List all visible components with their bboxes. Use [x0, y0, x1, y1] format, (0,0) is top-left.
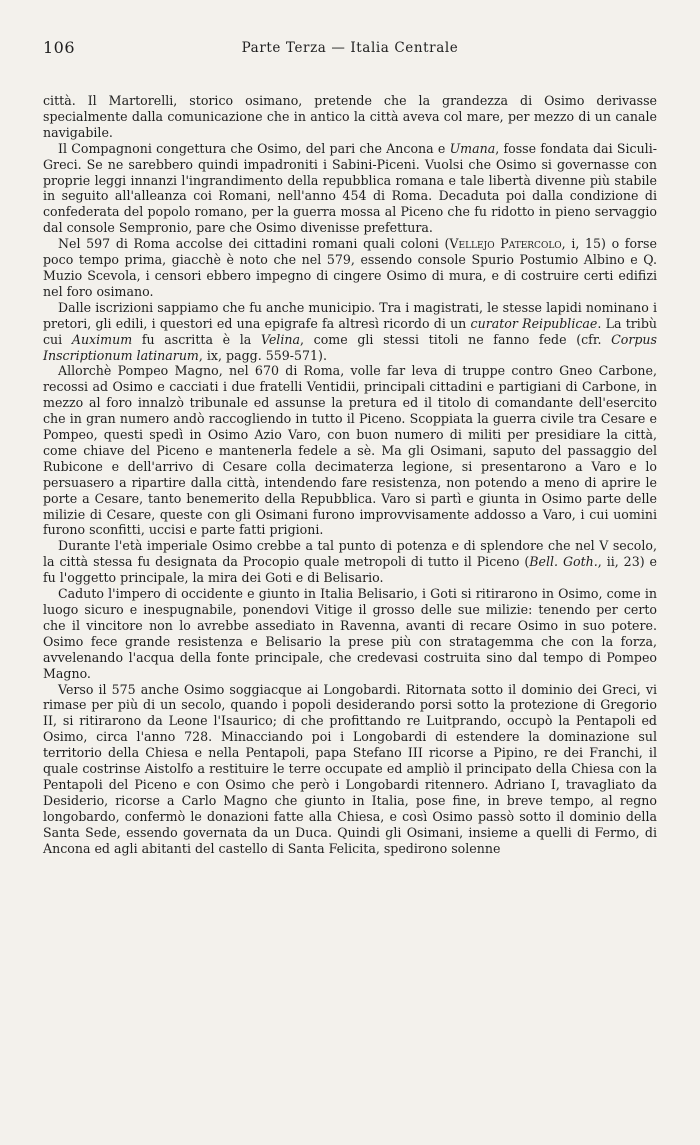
paragraph — [43, 363, 657, 538]
text-run: Caduto l'impero di occidente e giunto in Italia Belisario, i Goti si ritirarono in Osimo, come in luogo sicuro e inespugnabile, ponendovi Vitige il grosso delle sue milizie: tenendo per certo che il vincitore non lo avrebbe assediato in Ravenna, avanti di recare Osimo in suo potere. Osimo fece grande resistenza e Belisario la prese più con stratagemma che con la forza, avvelenando l'acqua della fonte principale, che credevasi costruita sino dal tempo di Pompeo Magno. — [43, 586, 657, 681]
page-header — [43, 38, 657, 64]
text-run: , fosse fondata dai Siculi-Greci. Se ne sarebbero quindi impadroniti i Sabini-Piceni. Vuolsi che Osimo si governasse con proprie leggi innanzi l'ingrandimento della repubblica romana e tale libertà divenne più stabile in seguito all'alleanza coi Romani, nell'anno 454 di Roma. Decaduta poi dalla condizione di confederata del popolo romano, per la guerra mossa al Piceno che fu ridotto in pieno servaggio dal console Sempronio, pare che Osimo divenisse prefettura. — [43, 140, 657, 236]
paragraph — [43, 93, 657, 141]
text-run: Verso il 575 anche Osimo soggiacque ai Longobardi. Ritornata sotto il dominio dei Greci, vi rimase per più di un secolo, quando i popoli desiderando porsi sotto la protezione di Gregorio II, si ritirarono da Leone l'Isaurico; di che profittando re Luitprando, occupò la Pentapoli ed Osimo, circa l'anno 728. Minacciando poi i Longobardi di estendere la dominazione sul territorio della Chiesa e nella Pentapoli, papa Stefano III ricorse a Pipino, re dei Franchi, il quale costrinse Aistolfo a restituire le terre occupate ed ampliò il principato della Chiesa con la Pentapoli del Piceno e con Osimo che però i Longobardi ritennero. Adriano I, travagliato da Desiderio, ricorse a Carlo Magno che giunto in Italia, pose fine, in breve tempo, al regno longobardo, confermò le donazioni fatte alla Chiesa, e così Osimo passò sotto il dominio della Santa Sede, essendo governata da un Duca. Quindi gli Osimani, insieme a quelli di Fermo, di Ancona ed agli abitanti del castello di Santa Felicita, spedirono solenne — [43, 681, 657, 856]
italic-text: Bell. Goth. — [529, 554, 598, 570]
body-text — [43, 93, 657, 857]
paragraph — [43, 682, 657, 857]
text-run: Il Compagnoni congettura che Osimo, del pari che Ancona e — [58, 140, 450, 156]
text-run: Dalle iscrizioni sappiamo che fu anche municipio. Tra i magistrati, le stesse lapidi nominano i pretori, gli edili, i questori ed una epigrafe fa altresì ricordo di un — [43, 299, 657, 331]
italic-text: Umana — [449, 140, 496, 156]
paragraph — [43, 586, 657, 681]
text-run: , come gli stessi titoli ne fanno fede (cfr. — [299, 331, 612, 347]
paragraph — [43, 141, 657, 236]
italic-text: curator Reipublicae — [470, 315, 598, 331]
text-run: Nel 597 di Roma accolse dei cittadini romani quali coloni ( — [58, 236, 450, 252]
paragraph — [43, 300, 657, 364]
text-run: fu ascritta è la — [132, 331, 261, 347]
paragraph — [43, 236, 657, 300]
text-run: , ii, 23) e fu l'oggetto principale, la mira dei Goti e di Belisario. — [43, 554, 657, 586]
italic-text: Corpus Inscriptionum latinarum — [43, 331, 657, 363]
text-run: Durante l'età imperiale Osimo crebbe a tal punto di potenza e di splendore che nel V secolo, la città stessa fu designata da Procopio quale metropoli di tutto il Piceno ( — [43, 538, 657, 570]
text-run: , ix, pagg. 559-571). — [198, 347, 327, 363]
text-run: . La tribù cui — [43, 315, 657, 347]
page-number: 106 — [43, 38, 76, 57]
italic-text: Velina — [260, 331, 300, 347]
text-run: Allorchè Pompeo Magno, nel 670 di Roma, volle far leva di truppe contro Gneo Carbone, recossi ad Osimo e cacciati i due fratelli Ventidii, principali cittadini e partigiani di Carbone, in mezzo al foro innalzò tribunale ed assunse la pretura ed il titolo di comandante dell'esercito che in gran numero andò raccogliendo in tutto il Piceno. Scoppiata la guerra civile tra Cesare e Pompeo, questi spedì in Osimo Azio Varo, con buon numero di militi per presidiare la città, come chiave del Piceno e mantenerla fedele a sè. Ma gli Osimani, saputo del passaggio del Rubicone e dell'arrivo di Cesare colla decimaterza legione, si presentarono a Varo e lo persuasero a ripartire dalla città, intendendo fare resistenza, non potendo a meno di aprire le porte a Cesare, tanto benemerito della Repubblica. Varo si partì e giunta in Osimo parte delle milizie di Cesare, queste con gli Osimani furono improvvisamente addosso a Varo, i cui uomini furono sconfitti, uccisi e parte fatti prigioni. — [43, 363, 657, 538]
paragraph — [43, 538, 657, 586]
small-caps-text: Vellejo Patercolo — [449, 236, 562, 252]
italic-text: Auximum — [71, 331, 133, 347]
text-run: , i, 15) o forse poco tempo prima, giacchè è noto che nel 579, essendo console Spurio Postumio Albino e Q. Muzio Scevola, i censori ebbero impegno di cingere Osimo di mura, e di costruire certi edifizi nel foro osimano. — [43, 236, 657, 299]
text-run: città. Il Martorelli, storico osimano, pretende che la grandezza di Osimo derivasse specialmente dalla comunicazione che in antico la città aveva col mare, per mezzo di un canale navigabile. — [43, 93, 657, 140]
running-title: Parte Terza — Italia Centrale — [241, 40, 459, 56]
